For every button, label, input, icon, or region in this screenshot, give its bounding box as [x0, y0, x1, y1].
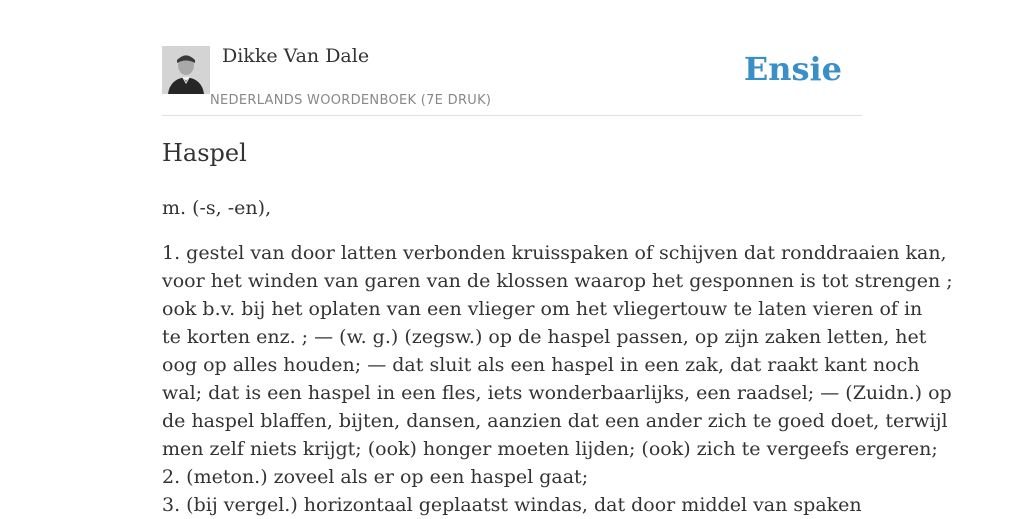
ensie-logo-link[interactable]: Ensie [743, 50, 842, 88]
portrait-icon [162, 46, 210, 94]
entry-title: Haspel [162, 139, 247, 167]
entry-definition [162, 239, 953, 519]
definition-line: de haspel blaffen, bijten, dansen, aanzien dat een ander zich te goed doet, terwijl [162, 410, 948, 432]
definition-line: 2. (meton.) zoveel als er op een haspel gaat; [162, 466, 589, 488]
definition-line: 3. (bij vergel.) horizontaal geplaatst windas, dat door middel van spaken [162, 494, 862, 516]
definition-line: oog op alles houden; — dat sluit als een haspel in een zak, dat raakt kant noch [162, 354, 920, 376]
dictionary-entry-page [162, 0, 953, 516]
entry-grammar: m. (-s, -en), [162, 197, 272, 219]
definition-line: 1. gestel van door latten verbonden kruisspaken of schijven dat ronddraaien kan, [162, 242, 947, 264]
definition-line: ook b.v. bij het oplaten van een vlieger om het vliegertouw te laten vieren of in [162, 298, 923, 320]
dictionary-subtitle[interactable]: NEDERLANDS WOORDENBOEK (7E DRUK) [210, 93, 492, 108]
dictionary-header [162, 0, 862, 116]
definition-line: te korten enz. ; — (w. g.) (zegsw.) op de haspel passen, op zijn zaken letten, het [162, 326, 927, 348]
definition-line: wal; dat is een haspel in een fles, iets wonderbaarlijks, een raadsel; — (Zuidn.) op [162, 382, 952, 404]
definition-line: men zelf niets krijgt; (ook) honger moeten lijden; (ook) zich te vergeefs ergeren; [162, 438, 938, 460]
dictionary-author-avatar [162, 46, 210, 94]
definition-line: voor het winden van garen van de klossen waarop het gesponnen is tot strengen ; [162, 270, 953, 292]
dictionary-name[interactable]: Dikke Van Dale [222, 45, 370, 67]
